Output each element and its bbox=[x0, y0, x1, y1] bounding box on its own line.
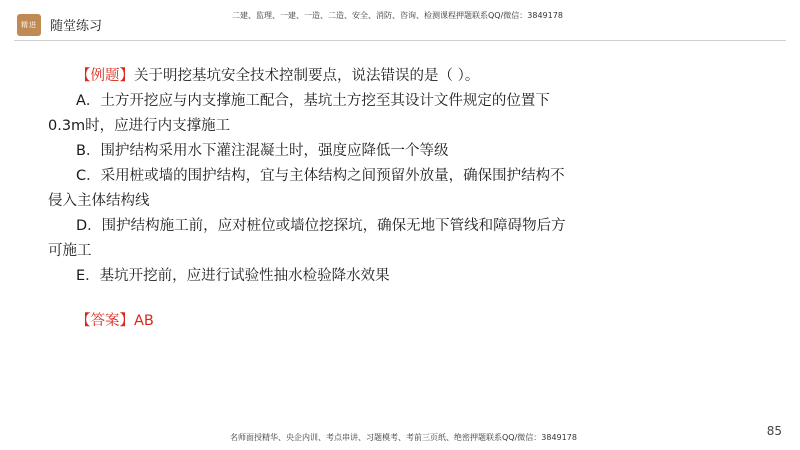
option-e-line1: E．基坑开挖前，应进行试验性抽水检验降水效果 bbox=[76, 268, 390, 284]
footer-contact-banner: 名师面授精华、央企内训、考点串讲、习题模考、考前三页纸、绝密押题联系QQ/微信：3849178 bbox=[230, 433, 577, 442]
header-divider bbox=[14, 40, 786, 41]
option-a-line1: A．土方开挖应与内支撑施工配合，基坑土方挖至其设计文件规定的位置下 bbox=[76, 93, 550, 109]
option-a-line2: 0.3m时，应进行内支撑施工 bbox=[48, 118, 231, 134]
option-b-line1: B．围护结构采用水下灌注混凝土时，强度应降低一个等级 bbox=[76, 143, 449, 159]
option-d-line1: D．围护结构施工前，应对桩位或墙位挖探坑，确保无地下管线和障碍物后方 bbox=[76, 218, 566, 234]
option-c-line2: 侵入主体结构线 bbox=[48, 193, 150, 209]
header-contact-banner: 二建、监理、一建、一造、二造、安全、消防、咨询、检测课程押题联系QQ/微信：3849178 bbox=[232, 11, 563, 20]
question-stem: 关于明挖基坑安全技术控制要点，说法错误的是（ ）。 bbox=[134, 68, 480, 84]
answer-line bbox=[48, 309, 628, 334]
question-stem-line bbox=[48, 64, 628, 89]
logo-text: 精进 bbox=[21, 21, 37, 29]
section-title: 随堂练习 bbox=[50, 19, 103, 34]
page-number: 85 bbox=[766, 424, 782, 438]
question-block bbox=[48, 64, 628, 334]
logo bbox=[17, 14, 41, 36]
option-d-line2: 可施工 bbox=[48, 243, 92, 259]
answer-value: AB bbox=[134, 313, 154, 329]
option-c-line1: C．采用桩或墙的围护结构，宜与主体结构之间预留外放量，确保围护结构不 bbox=[76, 168, 565, 184]
answer-label: 【答案】 bbox=[76, 313, 134, 329]
question-label: 【例题】 bbox=[76, 68, 134, 84]
